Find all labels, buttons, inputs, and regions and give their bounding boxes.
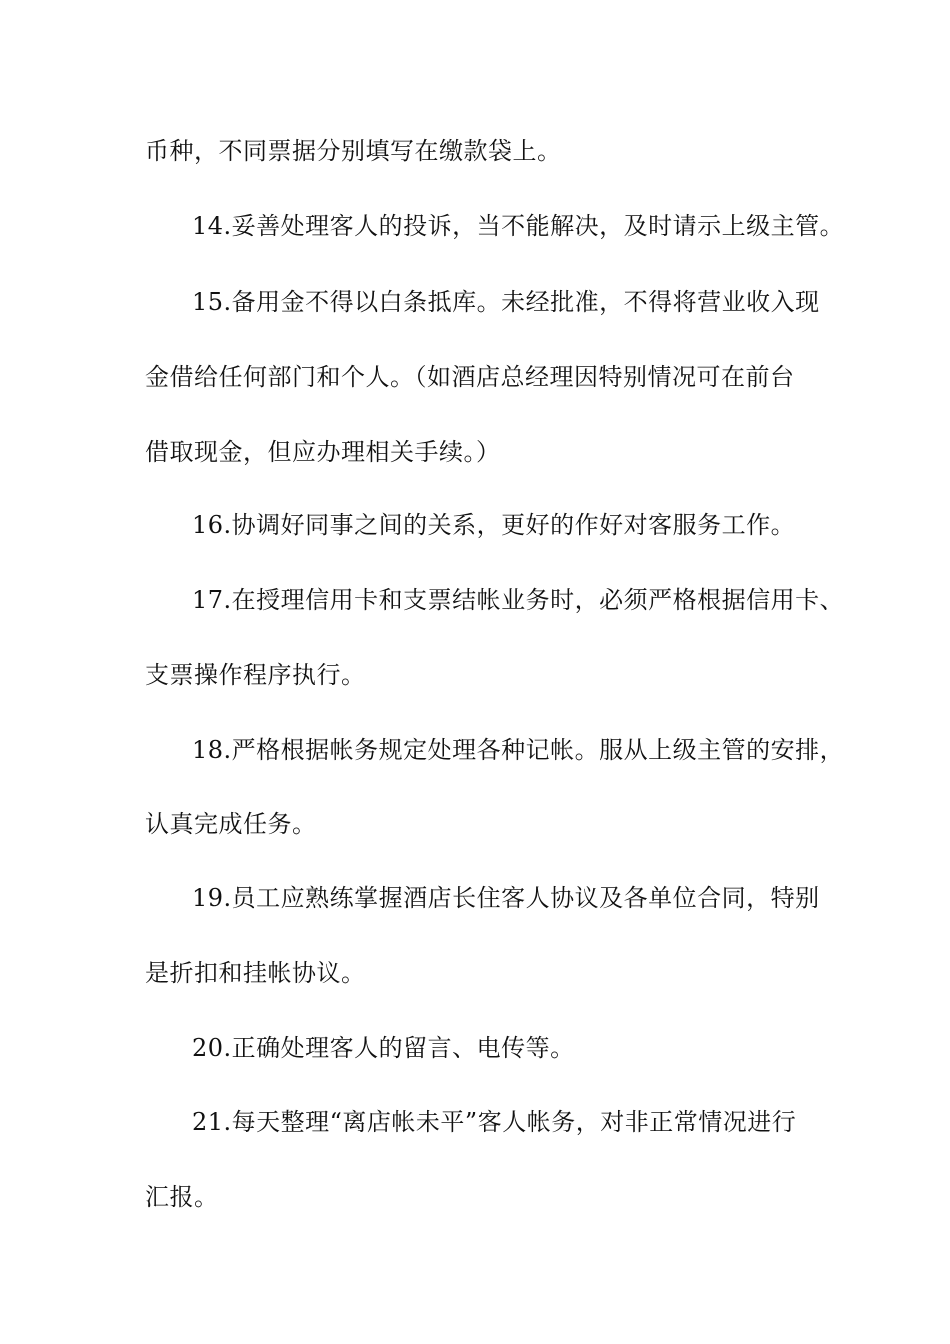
text-line-11: 19.员工应熟练掌握酒店长住客人协议及各单位合同，特别 [192,884,820,912]
text-line-1: 币种，不同票据分别填写在缴款袋上。 [145,137,562,165]
text-line-15: 汇报。 [145,1183,219,1211]
text-line-9: 18.严格根据帐务规定处理各种记帐。服从上级主管的安排， [192,736,845,764]
text-line-8: 支票操作程序执行。 [145,661,366,689]
text-line-13: 20.正确处理客人的留言、电传等。 [192,1034,575,1062]
text-line-10: 认真完成任务。 [145,810,317,838]
text-line-3: 15.备用金不得以白条抵库。未经批准，不得将营业收入现 [192,288,820,316]
text-line-2: 14.妥善处理客人的投诉，当不能解决，及时请示上级主管。 [192,212,845,240]
text-line-7: 17.在授理信用卡和支票结帐业务时，必须严格根据信用卡、 [192,586,845,614]
text-line-4: 金借给任何部门和个人。（如酒店总经理因特别情况可在前台 [145,363,795,391]
text-line-5: 借取现金，但应办理相关手续。） [145,438,501,466]
text-line-6: 16.协调好同事之间的关系，更好的作好对客服务工作。 [192,511,796,539]
text-line-14: 21.每天整理“离店帐未平”客人帐务，对非正常情况进行 [192,1108,797,1136]
text-line-12: 是折扣和挂帐协议。 [145,959,366,987]
